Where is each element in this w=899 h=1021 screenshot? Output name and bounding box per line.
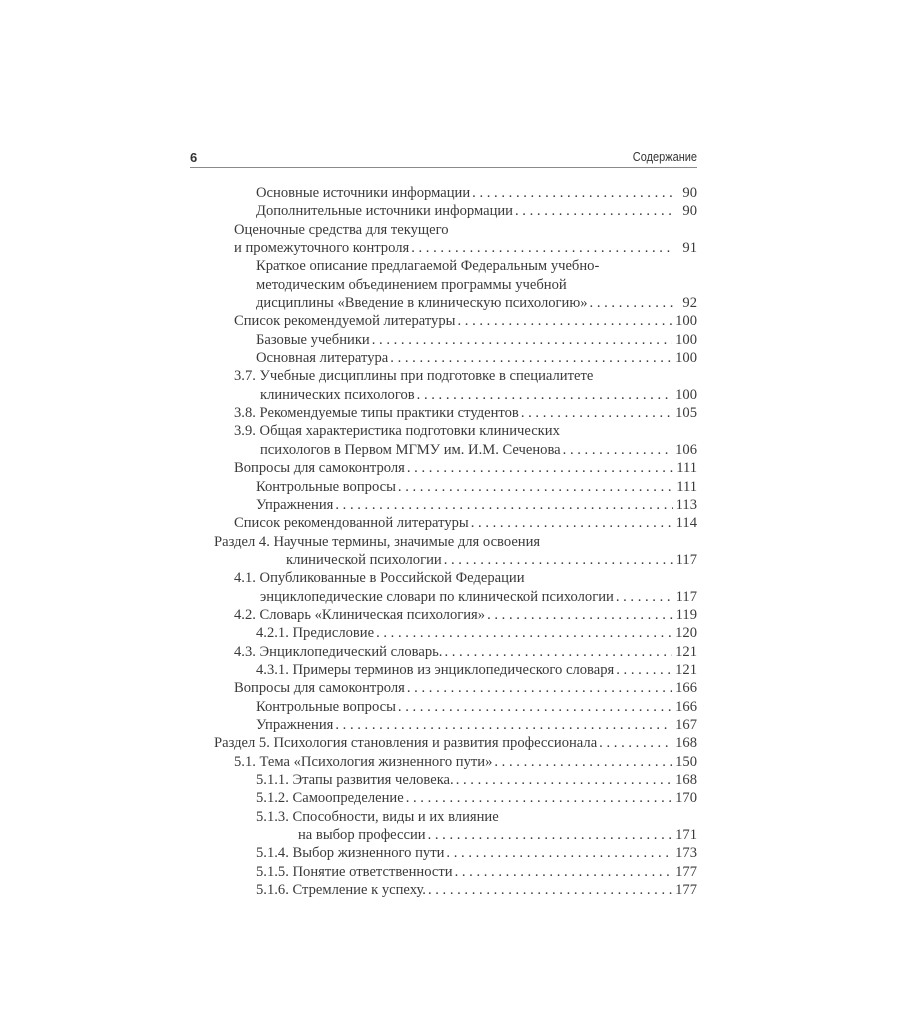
toc-page-number: 91 <box>682 240 697 257</box>
toc-entry-title: клинических психологов <box>260 386 415 403</box>
dot-leader <box>417 386 672 404</box>
toc-entry[interactable] <box>190 404 697 422</box>
toc-entry[interactable] <box>190 716 697 734</box>
toc-entry-title: 3.7. Учебные дисциплины при подготовке в специалитете <box>234 368 594 385</box>
toc-line <box>190 789 697 807</box>
toc-entry[interactable] <box>190 808 697 845</box>
toc-line <box>190 661 697 679</box>
dot-leader <box>428 826 673 844</box>
toc-line <box>190 881 697 899</box>
toc-entry[interactable] <box>190 257 697 312</box>
toc-entry[interactable] <box>190 331 697 349</box>
toc-entry-title: 5.1.3. Способности, виды и их влияние <box>256 808 499 825</box>
toc-line <box>190 808 697 826</box>
toc-page-number: 170 <box>675 790 697 807</box>
dot-leader <box>390 349 672 367</box>
toc-page-number: 100 <box>675 331 697 348</box>
dot-leader <box>398 698 672 716</box>
dot-leader <box>407 679 672 697</box>
dot-leader <box>521 404 672 422</box>
toc-entry-title: 4.1. Опубликованные в Российской Федерации <box>234 570 525 587</box>
dot-leader <box>494 753 672 771</box>
toc-page-number: 90 <box>682 185 697 201</box>
toc-entry-title: 5.1.6. Стремление к успеху. <box>256 882 426 899</box>
toc-entry[interactable] <box>190 569 697 606</box>
toc-page-number: 105 <box>675 405 697 422</box>
toc-page-number: 167 <box>675 716 697 733</box>
toc-page-number: 168 <box>675 772 697 788</box>
toc-entry[interactable] <box>190 496 697 514</box>
toc-line <box>190 588 697 606</box>
toc-entry[interactable] <box>190 789 697 807</box>
toc-entry[interactable] <box>190 881 697 899</box>
dot-leader <box>411 239 674 257</box>
page-header <box>190 149 697 168</box>
toc-line <box>190 202 697 220</box>
toc-entry[interactable] <box>190 422 697 459</box>
toc-entry-title: Оценочные средства для текущего <box>234 221 449 238</box>
toc-line <box>190 312 697 330</box>
toc-entry-title: Упражнения <box>256 716 334 733</box>
toc-line <box>190 441 697 459</box>
toc-entry[interactable] <box>190 698 697 716</box>
toc-entry[interactable] <box>190 606 697 624</box>
toc-line <box>190 239 697 257</box>
toc-entry-title: Контрольные вопросы <box>256 478 396 495</box>
dot-leader <box>444 551 673 569</box>
dot-leader <box>455 863 673 881</box>
dot-leader <box>406 789 672 807</box>
toc-page-number: 121 <box>675 661 697 678</box>
toc-entry-title: на выбор профессии <box>298 827 426 844</box>
toc-entry[interactable] <box>190 312 697 330</box>
toc-entry-title: Дополнительные источники информации <box>256 203 513 220</box>
toc-line <box>190 753 697 771</box>
dot-leader <box>444 643 672 661</box>
running-head: Содержание <box>632 150 697 164</box>
dot-leader <box>599 734 672 752</box>
toc-line <box>190 624 697 642</box>
toc-entry-title: 5.1. Тема «Психология жизненного пути» <box>234 753 493 770</box>
toc-page-number: 111 <box>676 478 697 495</box>
toc-line <box>190 844 697 862</box>
toc-entry[interactable] <box>190 478 697 496</box>
toc-entry[interactable] <box>190 624 697 642</box>
dot-leader <box>616 661 672 679</box>
dot-leader <box>515 202 674 220</box>
toc-page-number: 166 <box>675 680 697 697</box>
toc-line <box>190 863 697 881</box>
dot-leader <box>446 844 672 862</box>
dot-leader <box>590 294 674 312</box>
toc-entry[interactable] <box>190 771 697 789</box>
toc-entry-title: Краткое описание предлагаемой Федеральным учебно- <box>256 258 600 275</box>
toc-line <box>190 221 697 239</box>
toc-entry-title: методическим объединением программы учебной <box>256 276 567 293</box>
toc-line <box>190 514 697 532</box>
toc-entry-title: 5.1.2. Самоопределение <box>256 790 404 807</box>
toc-page-number: 121 <box>675 643 697 660</box>
toc-entry-title: Раздел 4. Научные термины, значимые для освоения <box>214 533 541 550</box>
toc-line <box>190 422 697 440</box>
toc-entry-title: Вопросы для самоконтроля <box>234 460 405 477</box>
dot-leader <box>398 478 673 496</box>
toc-entry[interactable] <box>190 863 697 881</box>
toc-page-number: 92 <box>682 295 697 312</box>
toc-entry[interactable] <box>190 734 697 752</box>
toc-page-number: 171 <box>675 827 697 844</box>
toc-page-number: 177 <box>675 882 697 899</box>
toc-entry-title: 3.9. Общая характеристика подготовки клинических <box>234 423 560 440</box>
toc-entry-title: 5.1.1. Этапы развития человека. <box>256 772 454 788</box>
toc-line <box>190 716 697 734</box>
toc-line <box>190 496 697 514</box>
toc-line <box>190 331 697 349</box>
toc-entry-title: Контрольные вопросы <box>256 698 396 715</box>
toc-page-number: 106 <box>675 441 697 458</box>
toc-entry-title: 3.8. Рекомендуемые типы практики студентов <box>234 405 519 422</box>
toc-line <box>190 367 697 385</box>
toc-line <box>190 679 697 697</box>
dot-leader <box>616 588 673 606</box>
toc-entry-title: и промежуточного контроля <box>234 240 410 257</box>
toc-page-number: 90 <box>682 203 697 220</box>
toc-entry-title: 5.1.5. Понятие ответственности <box>256 863 453 880</box>
toc-page-number: 150 <box>675 753 697 770</box>
toc-entry[interactable] <box>190 349 697 367</box>
toc-page-number: 111 <box>676 460 697 477</box>
toc-entry[interactable] <box>190 367 697 404</box>
toc-line <box>190 533 697 551</box>
toc-line <box>190 606 697 624</box>
toc-page-number: 100 <box>675 386 697 403</box>
toc-page-number: 173 <box>675 845 697 862</box>
toc-entry[interactable] <box>190 643 697 661</box>
page-number: 6 <box>190 150 198 165</box>
toc-line <box>190 478 697 496</box>
toc-line <box>190 386 697 404</box>
toc-line <box>190 184 697 202</box>
toc-entry-title: Основные источники информации <box>256 185 471 201</box>
toc-entry-title: Список рекомендованной литературы <box>234 515 469 532</box>
toc-line <box>190 569 697 587</box>
dot-leader <box>407 459 673 477</box>
toc-page-number: 100 <box>675 313 697 330</box>
dot-leader <box>487 606 673 624</box>
toc-line <box>190 551 697 569</box>
toc-entry-title: Список рекомендуемой литературы <box>234 313 456 330</box>
toc-entry[interactable] <box>190 844 697 862</box>
table-of-contents <box>190 184 697 899</box>
toc-page-number: 166 <box>675 698 697 715</box>
toc-line <box>190 643 697 661</box>
toc-entry[interactable] <box>190 202 697 220</box>
dot-leader <box>457 312 672 330</box>
toc-line <box>190 459 697 477</box>
dot-leader <box>372 331 672 349</box>
toc-line <box>190 276 697 294</box>
toc-entry-title: 4.3.1. Примеры терминов из энциклопедического словаря <box>256 661 615 678</box>
toc-entry-title: Раздел 5. Психология становления и развития профессионала <box>214 735 598 752</box>
toc-line <box>190 734 697 752</box>
toc-entry-title: 4.2. Словарь «Клиническая психология» <box>234 606 486 623</box>
toc-entry-title: психологов в Первом МГМУ им. И.М. Сеченова <box>260 441 561 458</box>
toc-entry-title: Основная литература <box>256 350 389 367</box>
toc-line <box>190 349 697 367</box>
toc-page-number: 114 <box>675 515 697 532</box>
toc-entry-title: 5.1.4. Выбор жизненного пути <box>256 845 445 862</box>
toc-entry-title: 4.3. Энциклопедический словарь. <box>234 643 443 660</box>
toc-entry-title: клинической психологии <box>286 551 442 568</box>
toc-line <box>190 257 697 275</box>
dot-leader <box>428 881 672 899</box>
toc-line <box>190 294 697 312</box>
toc-page-number: 117 <box>675 588 697 605</box>
toc-entry-title: энциклопедические словари по клинической психологии <box>260 588 614 605</box>
toc-page-number: 119 <box>675 606 697 623</box>
toc-entry[interactable] <box>190 533 697 570</box>
toc-entry[interactable] <box>190 184 697 202</box>
toc-line <box>190 826 697 844</box>
toc-line <box>190 771 697 789</box>
dot-leader <box>335 496 672 514</box>
toc-entry[interactable] <box>190 661 697 679</box>
dot-leader <box>376 624 672 642</box>
dot-leader <box>472 184 674 202</box>
toc-entry[interactable] <box>190 459 697 477</box>
toc-entry-title: Упражнения <box>256 496 334 513</box>
toc-entry-title: дисциплины «Введение в клиническую психологию» <box>256 295 588 312</box>
dot-leader <box>335 716 672 734</box>
toc-entry[interactable] <box>190 679 697 697</box>
toc-page-number: 177 <box>675 863 697 880</box>
toc-entry-title: Вопросы для самоконтроля <box>234 680 405 697</box>
toc-entry-title: Базовые учебники <box>256 331 370 348</box>
toc-entry[interactable] <box>190 753 697 771</box>
toc-line <box>190 698 697 716</box>
toc-page-number: 113 <box>675 496 697 513</box>
toc-page-number: 100 <box>675 350 697 367</box>
toc-entry[interactable] <box>190 221 697 258</box>
toc-line <box>190 404 697 422</box>
dot-leader <box>471 514 673 532</box>
dot-leader <box>563 441 672 459</box>
dot-leader <box>456 771 672 789</box>
toc-entry[interactable] <box>190 514 697 532</box>
toc-entry-title: 4.2.1. Предисловие <box>256 625 375 642</box>
toc-page-number: 120 <box>675 625 697 642</box>
toc-page-number: 117 <box>675 551 697 568</box>
toc-page-number: 168 <box>675 735 697 752</box>
